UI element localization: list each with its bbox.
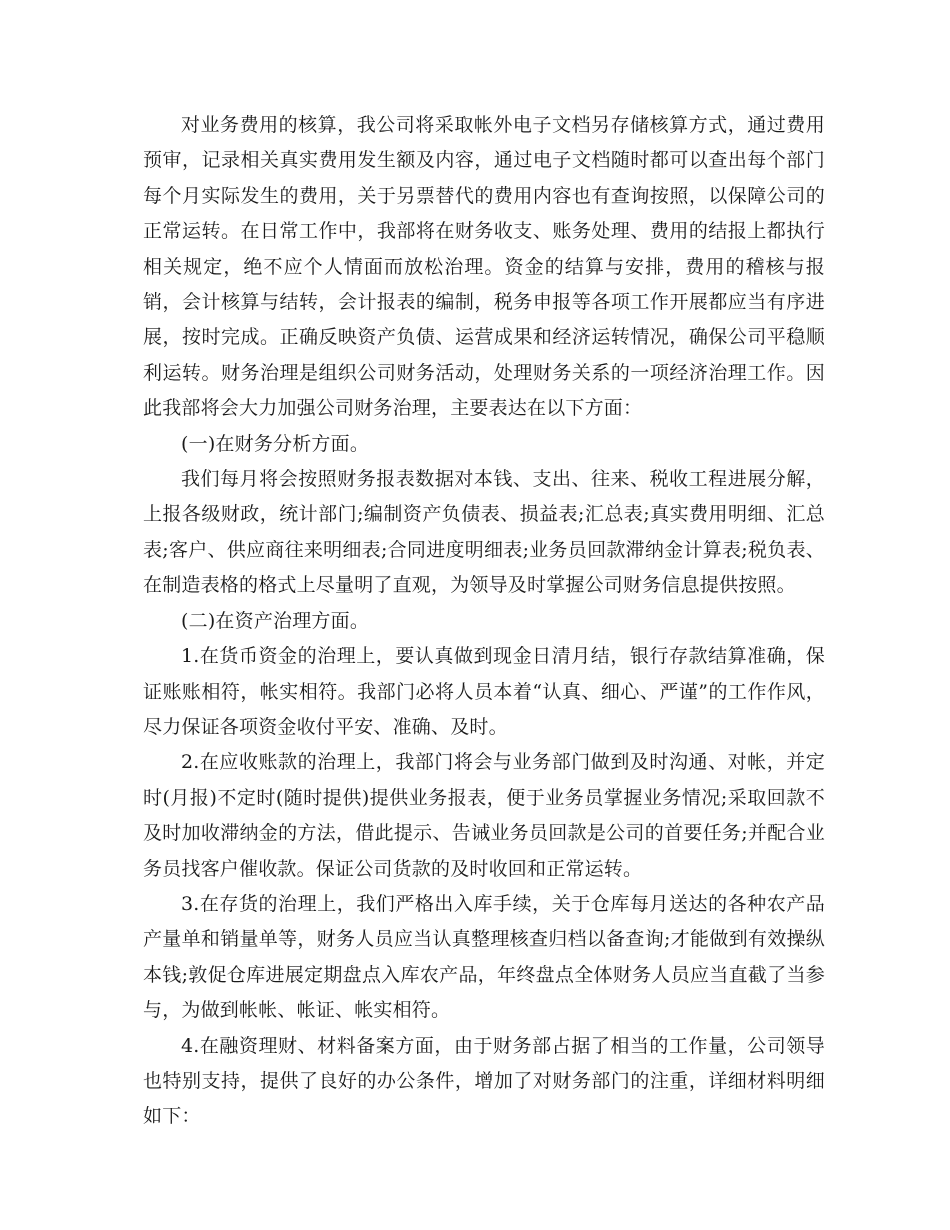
paragraph-monetary-funds: 1.在货币资金的治理上，要认真做到现金日清月结，银行存款结算准确，保证账账相符，帐实相符。我部门必将人员本着“认真、细心、严谨”的工作作风，尽力保证各项资金收付平安、准确、及时。 [143,645,825,738]
paragraph-financial-analysis: 我们每月将会按照财务报表数据对本钱、支出、往来、税收工程进展分解，上报各级财政，统计部门;编制资产负债表、损益表;汇总表;真实费用明细、汇总表;客户、供应商往来明细表;合同进度明细表;业务员回款滞纳金计算表;税负表、在制造表格的格式上尽量明了直观，为领导及时掌握公司财务信息提供按照。 [143,468,825,597]
paragraph-receivables: 2.在应收账款的治理上，我部门将会与业务部门做到及时沟通、对帐，并定时(月报)不定时(随时提供)提供业务报表，便于业务员掌握业务情况;采取回款不及时加收滞纳金的方法，借此提示、告诫业务员回款是公司的首要任务;并配合业务员找客户催收款。保证公司货款的及时收回和正常运转。 [143,751,825,880]
paragraph-financing-records: 4.在融资理财、材料备案方面，由于财务部占据了相当的工作量，公司领导也特别支持，提供了良好的办公条件，增加了对财务部门的注重，详细材料明细如下： [143,1034,825,1128]
heading-asset-management: (二)在资产治理方面。 [181,609,370,632]
paragraph-inventory: 3.在存货的治理上，我们严格出入库手续，关于仓库每月送达的各种农产品产量单和销量单等，财务人员应当认真整理核查归档以备查询;才能做到有效操纵本钱;敦促仓库进展定期盘点入库农产品，年终盘点全体财务人员应当直截了当参与，为做到帐帐、帐证、帐实相符。 [143,892,825,1022]
document-body [143,108,825,1135]
paragraph-expense-accounting: 对业务费用的核算，我公司将采取帐外电子文档另存储核算方式，通过费用预审，记录相关真实费用发生额及内容，通过电子文档随时都可以查出每个部门每个月实际发生的费用，关于另票替代的费用内容也有查询按照，以保障公司的正常运转。在日常工作中，我部将在财务收支、账务处理、费用的结报上都执行相关规定，绝不应个人情面而放松治理。资金的结算与安排，费用的稽核与报销，会计核算与结转，会计报表的编制，税务申报等各项工作开展都应当有序进展，按时完成。正确反映资产负债、运营成果和经济运转情况，确保公司平稳顺利运转。财务治理是组织公司财务活动，处理财务关系的一项经济治理工作。因此我部将会大力加强公司财务治理，主要表达在以下方面： [143,114,825,420]
heading-financial-analysis: (一)在财务分析方面。 [181,432,370,455]
